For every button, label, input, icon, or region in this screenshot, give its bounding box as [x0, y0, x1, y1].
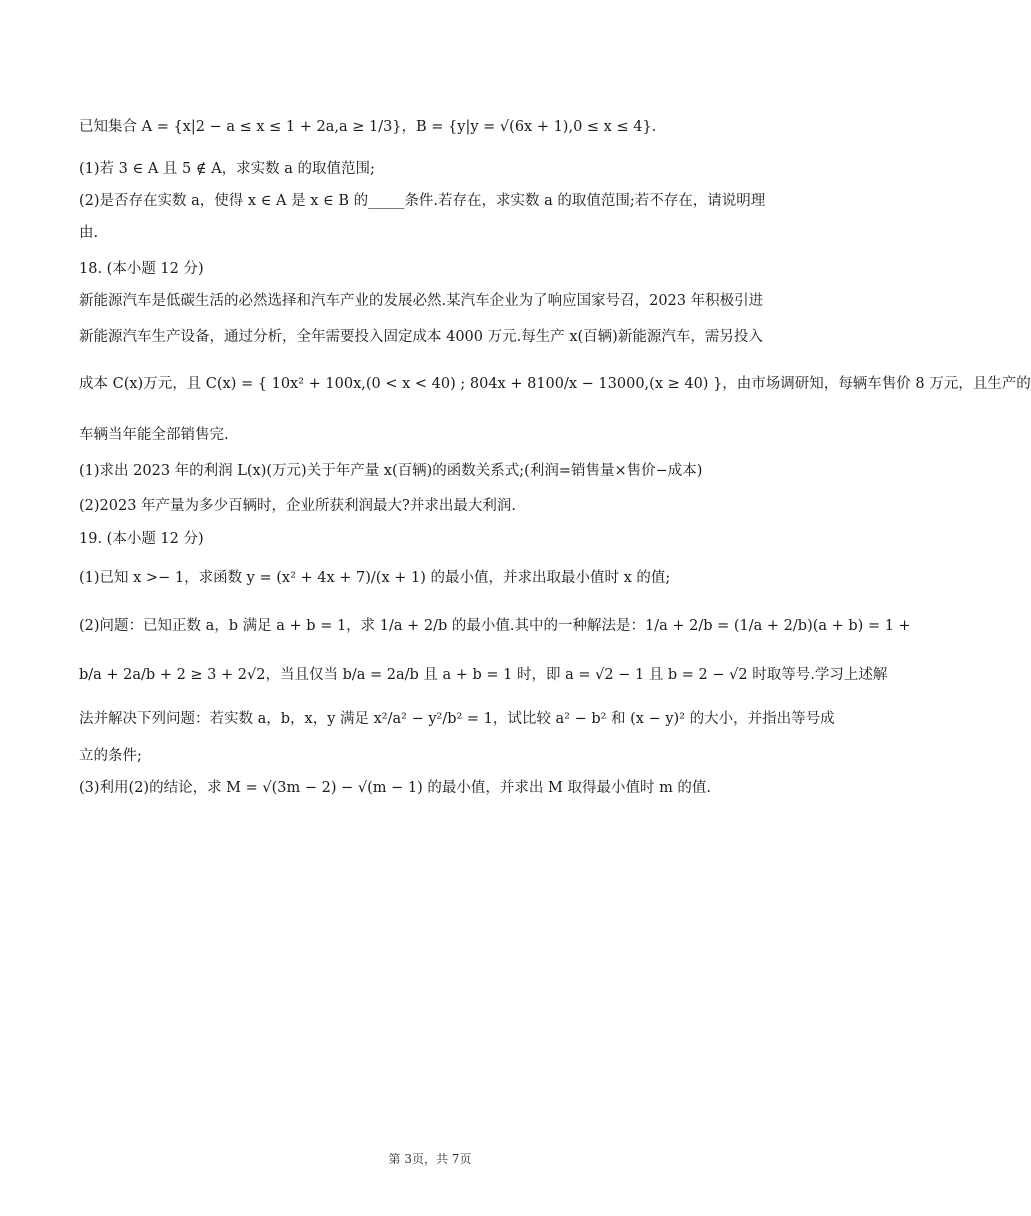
text-line: (1)若 3 ∈ A 且 5 ∉ A，求实数 a 的取值范围;	[79, 161, 375, 177]
text-line: b/a + 2a/b + 2 ≥ 3 + 2√2，当且仅当 b/a = 2a/b 且 a + b = 1 时，即 a = √2 − 1 且 b = 2 − √2 时取等号.学习上述解	[79, 667, 888, 683]
text-line: 法并解决下列问题：若实数 a，b，x，y 满足 x²/a² − y²/b² = 1，试比较 a² − b² 和 (x − y)² 的大小，并指出等号成	[79, 711, 835, 727]
text-line: (2)是否存在实数 a，使得 x ∈ A 是 x ∈ B 的_____条件.若存在，求实数 a 的取值范围;若不存在，请说明理	[79, 193, 766, 209]
text-line: (2)2023 年产量为多少百辆时，企业所获利润最大?并求出最大利润.	[79, 498, 516, 514]
text-line: 成本 C(x)万元，且 C(x) = { 10x² + 100x,(0 < x < 40) ; 804x + 8100/x − 13000,(x ≥ 40) }，由市场调研知，每辆车售价 8 万元，且生产的	[79, 376, 1031, 392]
text-line: (3)利用(2)的结论，求 M = √(3m − 2) − √(m − 1) 的最小值，并求出 M 取得最小值时 m 的值.	[79, 780, 712, 796]
text-line: 立的条件;	[79, 748, 142, 764]
text-line: 车辆当年能全部销售完.	[79, 427, 229, 443]
section-heading: 19. (本小题 12 分)	[79, 531, 204, 547]
text-line: (2)问题：已知正数 a，b 满足 a + b = 1，求 1/a + 2/b 的最小值.其中的一种解法是：1/a + 2/b = (1/a + 2/b)(a + b) = 1 +	[79, 618, 911, 634]
text-line: 已知集合 A = {x|2 − a ≤ x ≤ 1 + 2a,a ≥ 1/3}，B = {y|y = √(6x + 1),0 ≤ x ≤ 4}.	[79, 119, 657, 135]
text-line: 新能源汽车生产设备，通过分析，全年需要投入固定成本 4000 万元.每生产 x(百辆)新能源汽车，需另投入	[79, 329, 763, 345]
text-line: (1)已知 x >− 1，求函数 y = (x² + 4x + 7)/(x + 1) 的最小值，并求出取最小值时 x 的值;	[79, 570, 671, 586]
page-footer: 第 3页，共 7页	[388, 1152, 472, 1166]
section-heading: 18. (本小题 12 分)	[79, 261, 204, 277]
text-line: (1)求出 2023 年的利润 L(x)(万元)关于年产量 x(百辆)的函数关系式;(利润=销售量×售价−成本)	[79, 463, 703, 479]
text-line: 由.	[79, 225, 99, 241]
text-line: 新能源汽车是低碳生活的必然选择和汽车产业的发展必然.某汽车企业为了响应国家号召，2023 年积极引进	[79, 293, 764, 309]
